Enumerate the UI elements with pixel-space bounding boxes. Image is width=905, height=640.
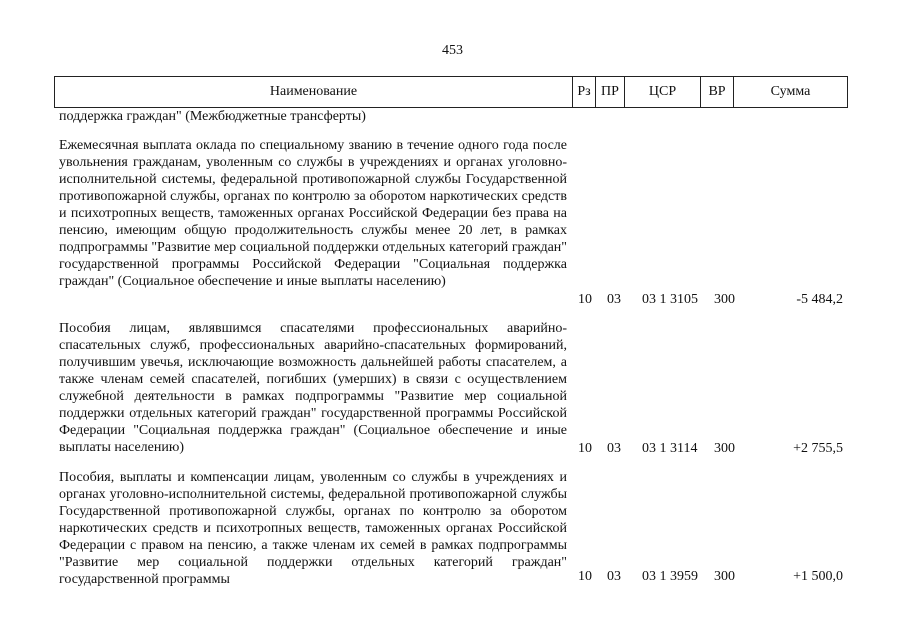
row-rz: 10 bbox=[578, 569, 592, 584]
header-name: Наименование bbox=[55, 77, 573, 107]
header-sum: Сумма bbox=[770, 84, 811, 99]
row-vr: 300 bbox=[714, 569, 735, 584]
row-pr: 03 bbox=[607, 569, 621, 584]
row-sum: +1 500,0 bbox=[793, 569, 843, 584]
row-description: Пособия лицам, являвшимся спасателями профессиональных аварийно-спасательных служб, профессиональных аварийно-спасательных формирований, получившим увечья, исключающие возможность дальнейшей работы спасателем, а также членам семей спасателей, погибших (умерших) в связи с осуществлением служебной деятельности в рамках подпрограммы "Развитие мер социальной поддержки отдельных категорий граждан" государственной программы Российской Федерации "Социальная поддержка граждан" (Социальное обеспечение и иные выплаты населению) bbox=[59, 321, 567, 455]
header-rz: Рз bbox=[573, 77, 596, 107]
row-pr: 03 bbox=[607, 292, 621, 307]
row-csr: 03 1 3959 bbox=[642, 569, 698, 584]
row-sum: +2 755,5 bbox=[793, 441, 843, 456]
table-header bbox=[54, 76, 848, 108]
row-vr: 300 bbox=[714, 441, 735, 456]
row-pr: 03 bbox=[607, 441, 621, 456]
table-row bbox=[59, 137, 849, 309]
row-description: поддержка граждан" (Межбюджетные трансферты) bbox=[59, 109, 366, 124]
row-csr: 03 1 3105 bbox=[642, 292, 698, 307]
header-csr: ЦСР bbox=[625, 77, 701, 107]
row-vr: 300 bbox=[714, 292, 735, 307]
page-number: 453 bbox=[442, 43, 463, 58]
row-description: Пособия, выплаты и компенсации лицам, уволенным со службы в учреждениях и органах уголовно-исполнительной системы, федеральной противопожарной службы Государственной противопожарной службы, органах по контролю за оборотом наркотических средств и психотропных веществ, таможенных органах Российской Федерации с правом на пенсию, а также членам их семей в рамках подпрограммы "Развитие мер социальной поддержки отдельных категорий граждан" государственной программы bbox=[59, 470, 567, 587]
row-sum: -5 484,2 bbox=[796, 292, 843, 307]
row-description: Ежемесячная выплата оклада по специальному званию в течение одного года после увольнения гражданам, уволенным со службы в учреждениях и органах уголовно-исполнительной системы, федеральной противопожарной службы Государственной противопожарной службы, органах по контролю за оборотом наркотических средств и психотропных веществ, таможенных органах Российской Федерации без права на пенсию, имеющим общую продолжительность службы менее 20 лет, в рамках подпрограммы "Развитие мер социальной поддержки отдельных категорий граждан" государственной программы Российской Федерации "Социальная поддержка граждан" (Социальное обеспечение и иные выплаты населению) bbox=[59, 138, 567, 289]
row-csr: 03 1 3114 bbox=[642, 441, 698, 456]
table-row bbox=[59, 320, 849, 458]
table-row bbox=[59, 469, 849, 640]
header-vr: ВР bbox=[701, 77, 734, 107]
row-rz: 10 bbox=[578, 441, 592, 456]
table-row bbox=[59, 108, 849, 128]
header-pr: ПР bbox=[596, 77, 625, 107]
row-rz: 10 bbox=[578, 292, 592, 307]
